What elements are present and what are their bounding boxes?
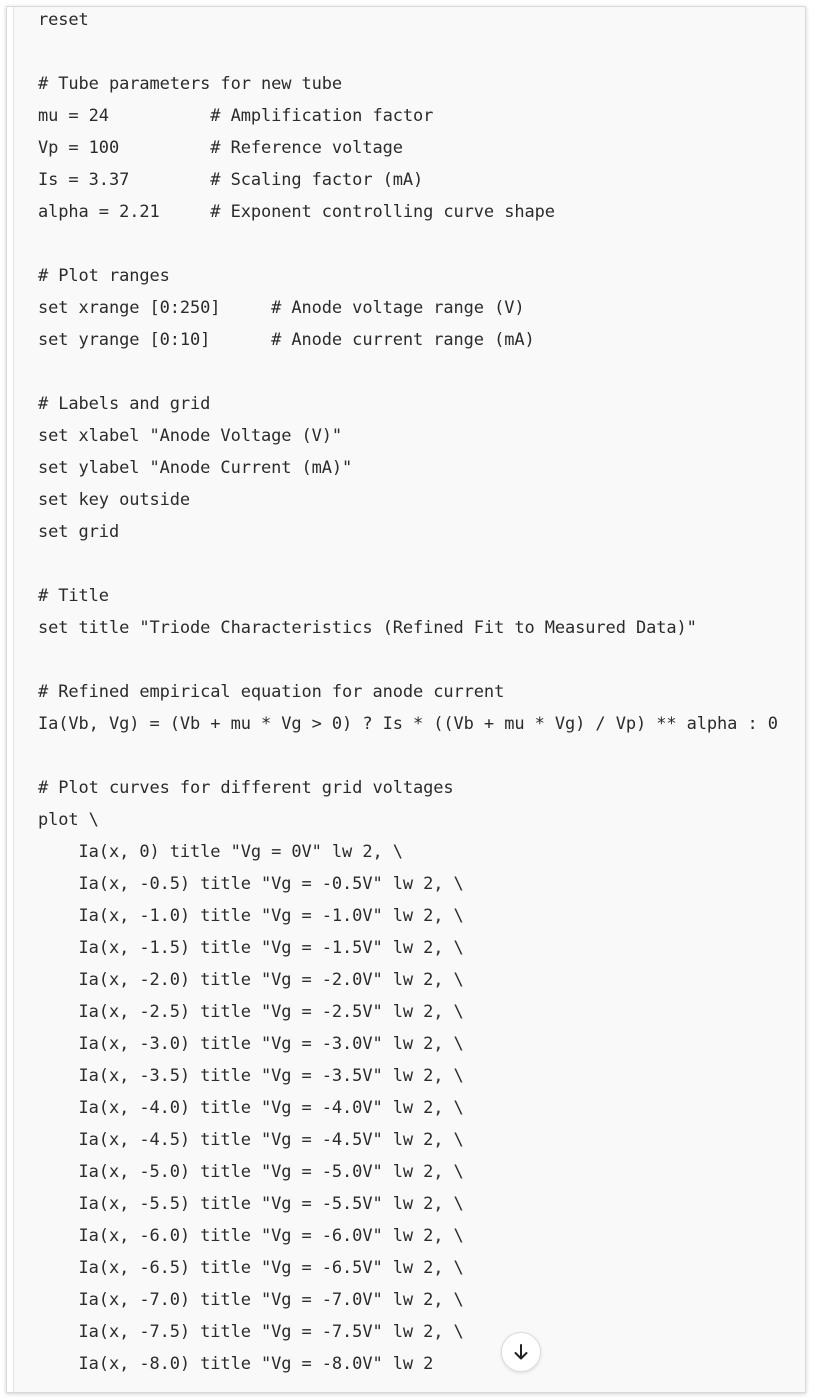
code-line: # Plot ranges (38, 266, 170, 286)
code-line: set xlabel "Anode Voltage (V)" (38, 426, 343, 446)
code-line: set key outside (38, 490, 191, 510)
code-line: set yrange [0:10] # Anode current range (mA) (38, 330, 535, 350)
code-line (38, 228, 778, 260)
code-line: mu = 24 # Amplification factor (38, 106, 434, 126)
code-line: Ia(x, -3.5) title "Vg = -3.5V" lw 2, \ (38, 1066, 464, 1086)
code-line (38, 36, 778, 68)
code-line: Ia(x, -7.0) title "Vg = -7.0V" lw 2, \ (38, 1290, 464, 1310)
code-line: Vp = 100 # Reference voltage (38, 138, 403, 158)
screenshot-frame (6, 6, 806, 1393)
code-line: # Refined empirical equation for anode current (38, 682, 505, 702)
code-line: Ia(x, -0.5) title "Vg = -0.5V" lw 2, \ (38, 874, 464, 894)
code-line: set grid (38, 522, 120, 542)
code-line: Ia(x, -2.0) title "Vg = -2.0V" lw 2, \ (38, 970, 464, 990)
code-line: set xrange [0:250] # Anode voltage range (V) (38, 298, 525, 318)
code-line: plot \ (38, 810, 99, 830)
scroll-to-bottom-button[interactable] (501, 1332, 541, 1372)
code-line (38, 740, 778, 772)
code-line: Ia(x, -4.5) title "Vg = -4.5V" lw 2, \ (38, 1130, 464, 1150)
code-line: Ia(x, -5.0) title "Vg = -5.0V" lw 2, \ (38, 1162, 464, 1182)
arrow-down-icon (512, 1343, 530, 1361)
code-line: Ia(x, -2.5) title "Vg = -2.5V" lw 2, \ (38, 1002, 464, 1022)
code-line: reset (38, 10, 89, 30)
code-line: Ia(Vb, Vg) = (Vb + mu * Vg > 0) ? Is * ((Vb + mu * Vg) / Vp) ** alpha : 0 (38, 714, 778, 734)
code-line: # Plot curves for different grid voltages (38, 778, 454, 798)
code-line (38, 356, 778, 388)
code-line: Is = 3.37 # Scaling factor (mA) (38, 170, 424, 190)
code-line: set ylabel "Anode Current (mA)" (38, 458, 353, 478)
code-line: Ia(x, -6.5) title "Vg = -6.5V" lw 2, \ (38, 1258, 464, 1278)
code-line: set title "Triode Characteristics (Refined Fit to Measured Data)" (38, 618, 697, 638)
code-lines (38, 7, 778, 1380)
code-line: Ia(x, -1.5) title "Vg = -1.5V" lw 2, \ (38, 938, 464, 958)
code-line: Ia(x, -5.5) title "Vg = -5.5V" lw 2, \ (38, 1194, 464, 1214)
code-line: Ia(x, -1.0) title "Vg = -1.0V" lw 2, \ (38, 906, 464, 926)
code-line: Ia(x, -6.0) title "Vg = -6.0V" lw 2, \ (38, 1226, 464, 1246)
code-line: alpha = 2.21 # Exponent controlling curve shape (38, 202, 555, 222)
code-line: # Title (38, 586, 109, 606)
code-line: # Tube parameters for new tube (38, 74, 343, 94)
code-line: Ia(x, 0) title "Vg = 0V" lw 2, \ (38, 842, 403, 862)
code-line: Ia(x, -7.5) title "Vg = -7.5V" lw 2, \ (38, 1322, 464, 1342)
code-line: Ia(x, -3.0) title "Vg = -3.0V" lw 2, \ (38, 1034, 464, 1054)
code-line: # Labels and grid (38, 394, 211, 414)
code-line: Ia(x, -4.0) title "Vg = -4.0V" lw 2, \ (38, 1098, 464, 1118)
code-line: Ia(x, -8.0) title "Vg = -8.0V" lw 2 (38, 1354, 434, 1374)
code-line (38, 644, 778, 676)
code-line (38, 548, 778, 580)
code-block (13, 7, 805, 1392)
